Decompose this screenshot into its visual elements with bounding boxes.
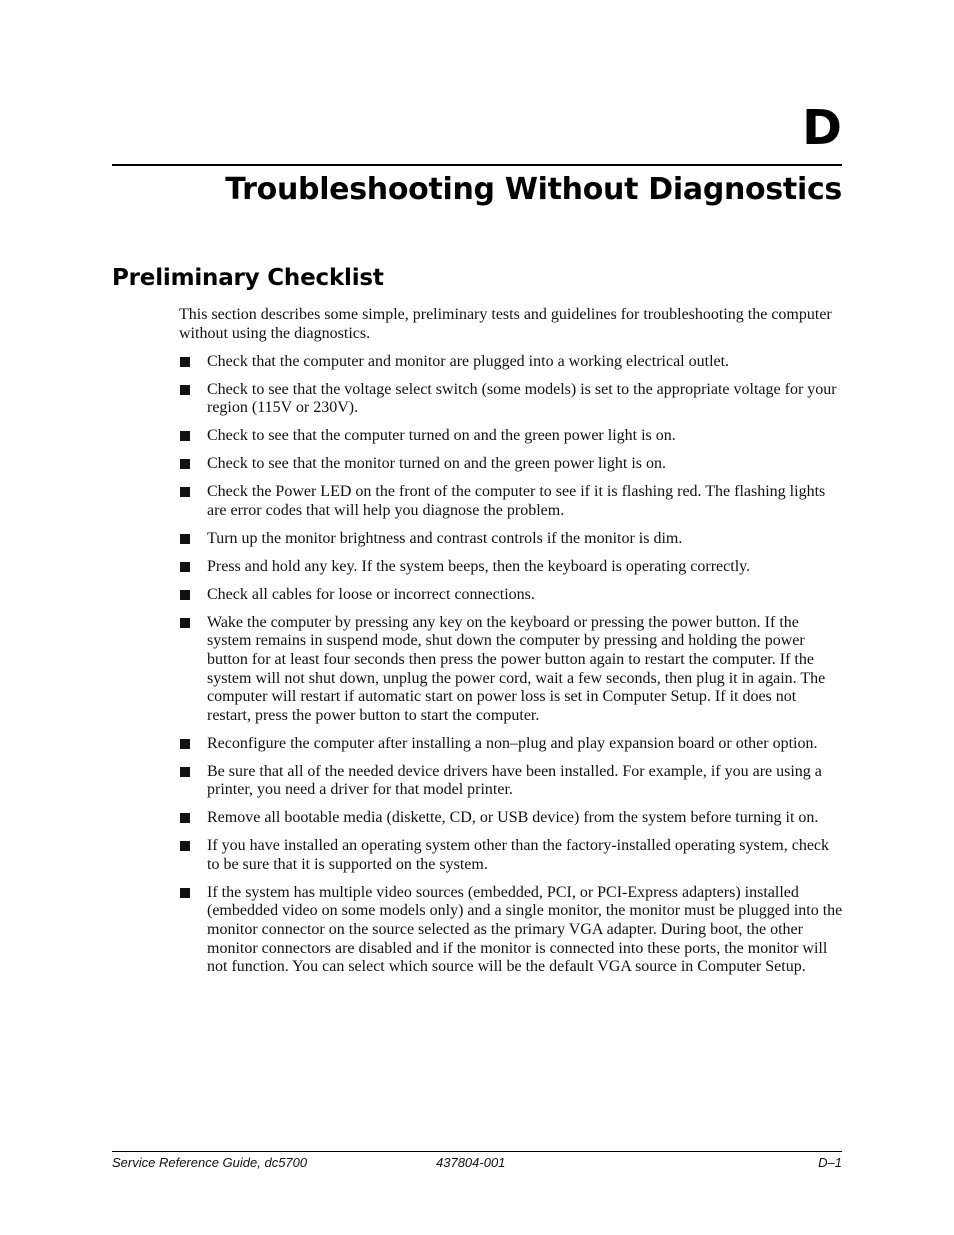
list-item	[179, 586, 843, 605]
list-item-text: Turn up the monitor brightness and contrast controls if the monitor is dim.	[207, 529, 683, 547]
list-item-text: Check that the computer and monitor are plugged into a working electrical outlet.	[207, 352, 730, 370]
square-bullet-icon	[180, 459, 190, 469]
list-item	[179, 735, 843, 754]
list-item	[179, 884, 843, 977]
list-item-text: Press and hold any key. If the system beeps, then the keyboard is operating correctly.	[207, 557, 751, 575]
list-item	[179, 455, 843, 474]
square-bullet-icon	[180, 487, 190, 497]
list-item	[179, 763, 843, 800]
list-item-text: Wake the computer by pressing any key on the keyboard or pressing the power button. If the system remains in suspend mode, shut down the computer by pressing and holding the power button for at least four seconds then press the power button again to restart the computer. If the system will not shut down, unplug the power cord, wait a few seconds, then plug it in again. The computer will restart if automatic start on power loss is set in Computer Setup. If it does not restart, press the power button to start the computer.	[207, 613, 826, 724]
square-bullet-icon	[180, 431, 190, 441]
list-item-text: Check to see that the monitor turned on and the green power light is on.	[207, 455, 666, 473]
list-item-text: If the system has multiple video sources (embedded, PCI, or PCI-Express adapters) installed (embedded video on some models only) and a single monitor, the monitor must be plugged into the monitor connector on the source selected as the primary VGA adapter. During boot, the other monitor connectors are disabled and if the monitor is connected into these ports, the monitor will not function. You can select which source will be the default VGA source in Computer Setup.	[207, 883, 843, 976]
square-bullet-icon	[180, 357, 190, 367]
square-bullet-icon	[180, 888, 190, 898]
footer-part-number: 437804-001	[436, 1155, 506, 1170]
list-item	[179, 558, 843, 577]
checklist	[179, 353, 843, 977]
section-content	[179, 306, 843, 986]
list-item-text: Check all cables for loose or incorrect connections.	[207, 585, 535, 603]
list-item	[179, 530, 843, 549]
square-bullet-icon	[180, 385, 190, 395]
list-item	[179, 837, 843, 874]
list-item-text: Check to see that the voltage select switch (some models) is set to the appropriate voltage for your region (115V or 230V).	[207, 380, 837, 417]
square-bullet-icon	[180, 590, 190, 600]
list-item	[179, 483, 843, 520]
list-item	[179, 427, 843, 446]
list-item-text: If you have installed an operating system other than the factory-installed operating system, check to be sure that it is supported on the system.	[207, 837, 830, 873]
list-item-text: Check the Power LED on the front of the computer to see if it is flashing red. The flashing lights are error codes that will help you diagnose the problem.	[207, 483, 826, 519]
list-item-text: Reconfigure the computer after installing a non–plug and play expansion board or other option.	[207, 734, 818, 752]
square-bullet-icon	[180, 618, 190, 628]
square-bullet-icon	[180, 534, 190, 544]
list-item-text: Check to see that the computer turned on and the green power light is on.	[207, 427, 676, 445]
list-item	[179, 614, 843, 726]
chapter-title: Troubleshooting Without Diagnostics	[225, 172, 842, 207]
list-item-text: Remove all bootable media (diskette, CD, or USB device) from the system before turning it on.	[207, 809, 819, 827]
square-bullet-icon	[180, 739, 190, 749]
square-bullet-icon	[180, 841, 190, 851]
list-item	[179, 353, 843, 372]
section-title: Preliminary Checklist	[112, 265, 384, 291]
section-intro: This section describes some simple, preliminary tests and guidelines for troubleshooting the computer without using the diagnostics.	[179, 306, 832, 342]
footer-rule	[112, 1151, 842, 1152]
list-item	[179, 809, 843, 828]
square-bullet-icon	[180, 813, 190, 823]
chapter-rule	[112, 164, 842, 166]
list-item	[179, 381, 843, 418]
list-item-text: Be sure that all of the needed device drivers have been installed. For example, if you are using a printer, you need a driver for that model printer.	[207, 762, 822, 799]
chapter-letter: D	[802, 100, 842, 156]
footer-page-number: D–1	[818, 1155, 842, 1170]
footer-doc-title: Service Reference Guide, dc5700	[112, 1155, 308, 1170]
square-bullet-icon	[180, 767, 190, 777]
square-bullet-icon	[180, 562, 190, 572]
